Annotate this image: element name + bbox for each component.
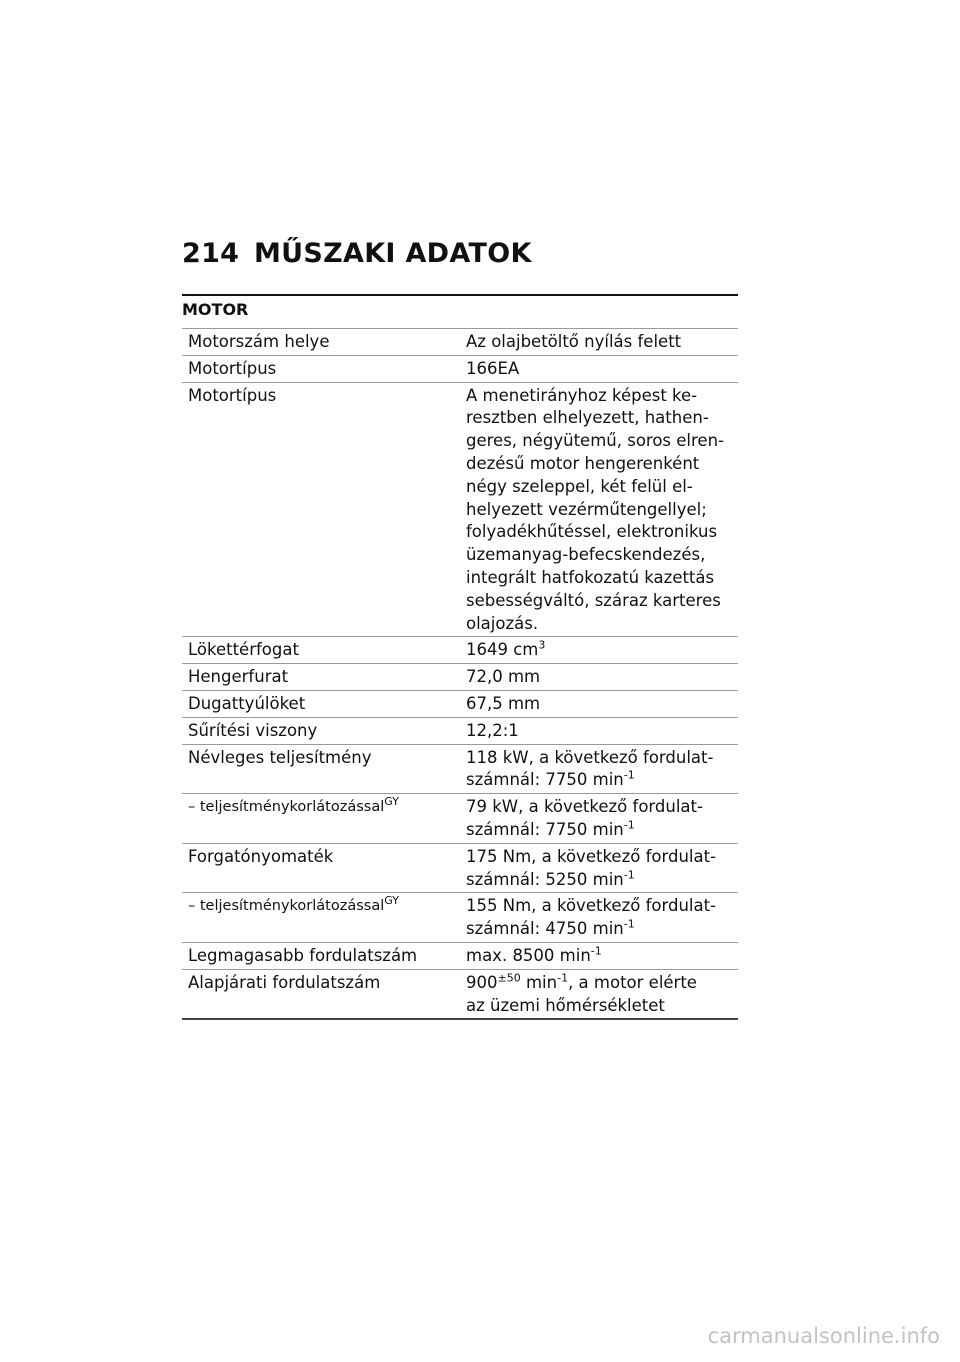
row-value [460, 843, 738, 893]
value-line: resztben elhelyezett, hathen- [466, 408, 709, 428]
table-row [182, 664, 738, 691]
value-text: 1649 cm [466, 640, 539, 660]
row-label: Motorszám helye [182, 329, 460, 356]
page-header [182, 238, 738, 269]
value-superscript: -1 [623, 768, 635, 782]
value-line: 175 Nm, a következő fordulat- [466, 846, 717, 866]
row-label: Motortípus [182, 382, 460, 637]
row-label: Legmagasabb fordulatszám [182, 942, 460, 969]
page-title: MŰSZAKI ADATOK [254, 238, 532, 269]
value-text: min [520, 972, 558, 992]
watermark: carmanualsonline.info [707, 1324, 940, 1348]
value-line: az üzemi hőmérsékletet [466, 995, 665, 1015]
value-line: sebességváltó, száraz karteres [466, 590, 721, 610]
value-line: geres, négyütemű, soros elren- [466, 431, 724, 451]
value-text: számnál: 5250 min [466, 869, 624, 889]
table-row [182, 744, 738, 794]
table-row [182, 893, 738, 943]
value-line: olajozás. [466, 613, 539, 633]
table-row [182, 794, 738, 844]
value-line [466, 769, 732, 792]
row-label: Dugattyúlöket [182, 690, 460, 717]
row-value [460, 382, 738, 637]
row-value [460, 794, 738, 844]
row-value [460, 744, 738, 794]
row-label [182, 893, 460, 943]
value-superscript: -1 [623, 868, 635, 882]
row-label: Forgatónyomaték [182, 843, 460, 893]
value-text: , a motor elérte [568, 972, 697, 992]
value-superscript: -1 [557, 971, 569, 985]
table-row [182, 717, 738, 744]
section-title: MOTOR [182, 300, 249, 319]
label-superscript: GY [384, 795, 399, 809]
row-value: 72,0 mm [460, 664, 738, 691]
value-text: számnál: 7750 min [466, 819, 624, 839]
row-label: Hengerfurat [182, 664, 460, 691]
value-line [466, 819, 732, 842]
row-label [182, 794, 460, 844]
row-label: Motortípus [182, 355, 460, 382]
value-line: 79 kW, a következő fordulat- [466, 797, 703, 817]
value-line: 155 Nm, a következő fordulat- [466, 896, 717, 916]
table-row [182, 637, 738, 664]
row-label: Alapjárati fordulatszám [182, 969, 460, 1019]
table-row [182, 329, 738, 356]
row-value [460, 942, 738, 969]
row-value [460, 637, 738, 664]
table-row [182, 382, 738, 637]
value-line [466, 869, 732, 892]
value-line: 118 kW, a következő fordulat- [466, 747, 714, 767]
table-row [182, 969, 738, 1019]
value-superscript: -1 [590, 944, 602, 958]
row-value: 67,5 mm [460, 690, 738, 717]
row-value: Az olajbetöltő nyílás felett [460, 329, 738, 356]
value-line: üzemanyag-befecskendezés, [466, 545, 706, 565]
row-label: Lökettérfogat [182, 637, 460, 664]
row-label: Sűrítési viszony [182, 717, 460, 744]
table-row [182, 355, 738, 382]
row-value [460, 893, 738, 943]
value-text: max. 8500 min [466, 945, 591, 965]
value-superscript: ±50 [497, 971, 521, 985]
label-text: – teljesítménykorlátozással [188, 898, 385, 915]
value-line: integrált hatfokozatú kazettás [466, 567, 715, 587]
value-text: 900 [466, 972, 498, 992]
label-superscript: GY [384, 894, 399, 908]
value-text: számnál: 7750 min [466, 770, 624, 790]
value-superscript: 3 [538, 638, 546, 652]
value-line: négy szeleppel, két felül el- [466, 476, 693, 496]
value-line: folyadékhűtéssel, elektronikus [466, 522, 718, 542]
value-line [466, 918, 732, 941]
value-text: számnál: 4750 min [466, 919, 624, 939]
value-superscript: -1 [623, 917, 635, 931]
label-text: – teljesítménykorlátozással [188, 799, 385, 816]
row-value [460, 969, 738, 1019]
row-label: Névleges teljesítmény [182, 744, 460, 794]
spec-table [182, 328, 738, 1020]
table-row [182, 843, 738, 893]
table-row [182, 690, 738, 717]
section-header [182, 294, 738, 324]
value-line: dezésű motor hengerenként [466, 453, 700, 473]
table-row [182, 942, 738, 969]
row-value: 166EA [460, 355, 738, 382]
value-superscript: -1 [623, 818, 635, 832]
value-line: A menetirányhoz képest ke- [466, 385, 698, 405]
page-number: 214 [182, 238, 240, 269]
value-line: helyezett vezérműtengellyel; [466, 499, 707, 519]
row-value: 12,2:1 [460, 717, 738, 744]
value-line [466, 972, 732, 995]
